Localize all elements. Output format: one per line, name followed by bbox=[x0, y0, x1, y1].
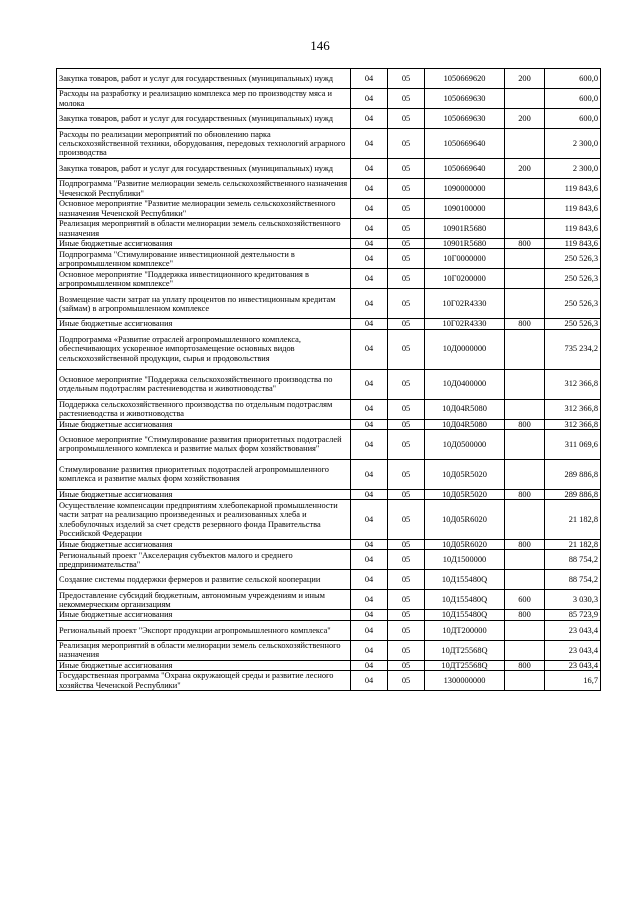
row-subsection-cell: 05 bbox=[388, 89, 425, 109]
row-code-cell: 1090100000 bbox=[425, 199, 505, 219]
table-row bbox=[57, 550, 601, 570]
row-name-cell: Предоставление субсидий бюджетным, автономным учреждениям и иным некоммерческим организациям bbox=[57, 590, 351, 610]
row-subsection-cell: 05 bbox=[388, 620, 425, 640]
row-section-cell: 04 bbox=[351, 671, 388, 691]
row-subsection-cell: 05 bbox=[388, 640, 425, 660]
row-section-cell: 04 bbox=[351, 109, 388, 129]
row-expense-type-cell: 200 bbox=[505, 109, 545, 129]
row-expense-type-cell: 800 bbox=[505, 610, 545, 620]
row-name-cell: Региональный проект "Акселерация субъектов малого и среднего предпринимательства" bbox=[57, 550, 351, 570]
row-amount-cell: 250 526,3 bbox=[545, 289, 601, 319]
table-row bbox=[57, 129, 601, 159]
row-subsection-cell: 05 bbox=[388, 550, 425, 570]
row-section-cell: 04 bbox=[351, 429, 388, 459]
row-name-cell: Подпрограмма «Развитие отраслей агропромышленного комплекса, обеспечивающих ускоренное импортозамещение основных видов сельскохозяйственной продукции, сырья и продовольствия bbox=[57, 329, 351, 369]
table-row bbox=[57, 109, 601, 129]
row-section-cell: 04 bbox=[351, 319, 388, 329]
row-expense-type-cell bbox=[505, 550, 545, 570]
row-expense-type-cell: 800 bbox=[505, 540, 545, 550]
row-subsection-cell: 05 bbox=[388, 289, 425, 319]
row-amount-cell: 600,0 bbox=[545, 89, 601, 109]
budget-table bbox=[56, 68, 601, 691]
table-row bbox=[57, 459, 601, 489]
row-code-cell: 10ДТ25568Q bbox=[425, 660, 505, 670]
row-amount-cell: 23 043,4 bbox=[545, 620, 601, 640]
row-code-cell: 10Д05R6020 bbox=[425, 500, 505, 540]
row-expense-type-cell: 600 bbox=[505, 590, 545, 610]
budget-table-body bbox=[57, 69, 601, 691]
row-code-cell: 10Г02R4330 bbox=[425, 319, 505, 329]
row-code-cell: 1050669630 bbox=[425, 109, 505, 129]
row-name-cell: Иные бюджетные ассигнования bbox=[57, 319, 351, 329]
row-amount-cell: 250 526,3 bbox=[545, 269, 601, 289]
row-amount-cell: 16,7 bbox=[545, 671, 601, 691]
page-number: 146 bbox=[310, 38, 330, 53]
row-code-cell: 10ДТ25568Q bbox=[425, 640, 505, 660]
row-expense-type-cell bbox=[505, 329, 545, 369]
row-section-cell: 04 bbox=[351, 459, 388, 489]
row-code-cell: 1300000000 bbox=[425, 671, 505, 691]
row-amount-cell: 119 843,6 bbox=[545, 219, 601, 239]
row-expense-type-cell bbox=[505, 199, 545, 219]
row-expense-type-cell bbox=[505, 429, 545, 459]
row-subsection-cell: 05 bbox=[388, 610, 425, 620]
row-expense-type-cell bbox=[505, 570, 545, 590]
row-code-cell: 10Д1500000 bbox=[425, 550, 505, 570]
row-amount-cell: 88 754,2 bbox=[545, 570, 601, 590]
row-subsection-cell: 05 bbox=[388, 159, 425, 179]
row-section-cell: 04 bbox=[351, 640, 388, 660]
row-expense-type-cell bbox=[505, 640, 545, 660]
row-section-cell: 04 bbox=[351, 249, 388, 269]
row-subsection-cell: 05 bbox=[388, 109, 425, 129]
row-subsection-cell: 05 bbox=[388, 179, 425, 199]
row-code-cell: 1050669620 bbox=[425, 69, 505, 89]
row-code-cell: 10901R5680 bbox=[425, 239, 505, 249]
row-subsection-cell: 05 bbox=[388, 660, 425, 670]
row-subsection-cell: 05 bbox=[388, 219, 425, 239]
row-expense-type-cell bbox=[505, 179, 545, 199]
row-expense-type-cell: 800 bbox=[505, 419, 545, 429]
row-code-cell: 1050669630 bbox=[425, 89, 505, 109]
row-code-cell: 1050669640 bbox=[425, 129, 505, 159]
row-section-cell: 04 bbox=[351, 129, 388, 159]
row-code-cell: 1090000000 bbox=[425, 179, 505, 199]
row-name-cell: Основное мероприятие "Стимулирование развития приоритетных подотраслей агропромышленного комплекса и развитие малых форм хозяйствования" bbox=[57, 429, 351, 459]
row-name-cell: Стимулирование развития приоритетных подотраслей агропромышленного комплекса и развитие малых форм хозяйствования bbox=[57, 459, 351, 489]
table-row bbox=[57, 419, 601, 429]
row-section-cell: 04 bbox=[351, 590, 388, 610]
row-name-cell: Закупка товаров, работ и услуг для государственных (муниципальных) нужд bbox=[57, 109, 351, 129]
row-expense-type-cell bbox=[505, 399, 545, 419]
row-code-cell: 10901R5680 bbox=[425, 219, 505, 239]
row-section-cell: 04 bbox=[351, 419, 388, 429]
row-name-cell: Расходы по реализации мероприятий по обновлению парка сельскохозяйственной техники, оборудования, передовых технологий аграрного производства bbox=[57, 129, 351, 159]
row-subsection-cell: 05 bbox=[388, 399, 425, 419]
row-code-cell: 10Д05R5020 bbox=[425, 459, 505, 489]
row-subsection-cell: 05 bbox=[388, 459, 425, 489]
table-row bbox=[57, 159, 601, 179]
table-row bbox=[57, 610, 601, 620]
row-section-cell: 04 bbox=[351, 369, 388, 399]
row-name-cell: Поддержка сельскохозяйственного производства по отдельным подотраслям растениеводства и животноводства bbox=[57, 399, 351, 419]
row-section-cell: 04 bbox=[351, 329, 388, 369]
row-name-cell: Иные бюджетные ассигнования bbox=[57, 489, 351, 499]
row-amount-cell: 85 723,9 bbox=[545, 610, 601, 620]
table-row bbox=[57, 500, 601, 540]
row-amount-cell: 600,0 bbox=[545, 69, 601, 89]
row-subsection-cell: 05 bbox=[388, 369, 425, 399]
row-code-cell: 10Д155480Q bbox=[425, 570, 505, 590]
row-subsection-cell: 05 bbox=[388, 129, 425, 159]
table-row bbox=[57, 199, 601, 219]
row-subsection-cell: 05 bbox=[388, 489, 425, 499]
row-section-cell: 04 bbox=[351, 620, 388, 640]
row-name-cell: Основное мероприятие "Развитие мелиорации земель сельскохозяйственного назначения Чеченской Республики" bbox=[57, 199, 351, 219]
table-row bbox=[57, 239, 601, 249]
table-row bbox=[57, 570, 601, 590]
row-amount-cell: 600,0 bbox=[545, 109, 601, 129]
row-amount-cell: 312 366,8 bbox=[545, 399, 601, 419]
row-amount-cell: 119 843,6 bbox=[545, 239, 601, 249]
row-expense-type-cell bbox=[505, 289, 545, 319]
table-row bbox=[57, 620, 601, 640]
row-section-cell: 04 bbox=[351, 570, 388, 590]
row-amount-cell: 23 043,4 bbox=[545, 640, 601, 660]
row-subsection-cell: 05 bbox=[388, 500, 425, 540]
table-row bbox=[57, 249, 601, 269]
row-expense-type-cell: 800 bbox=[505, 319, 545, 329]
row-subsection-cell: 05 bbox=[388, 570, 425, 590]
row-amount-cell: 2 300,0 bbox=[545, 129, 601, 159]
row-subsection-cell: 05 bbox=[388, 590, 425, 610]
row-amount-cell: 289 886,8 bbox=[545, 489, 601, 499]
row-amount-cell: 119 843,6 bbox=[545, 199, 601, 219]
row-expense-type-cell bbox=[505, 671, 545, 691]
row-amount-cell: 2 300,0 bbox=[545, 159, 601, 179]
row-name-cell: Осуществление компенсации предприятиям хлебопекарной промышленности части затрат на реализацию произведенных и реализованных хлеба и хлебобулочных изделий за счет средств резервного фонда Правительства Российской Федерации bbox=[57, 500, 351, 540]
row-amount-cell: 311 069,6 bbox=[545, 429, 601, 459]
row-amount-cell: 88 754,2 bbox=[545, 550, 601, 570]
row-expense-type-cell: 800 bbox=[505, 239, 545, 249]
row-code-cell: 10Д04R5080 bbox=[425, 399, 505, 419]
row-code-cell: 10Г0200000 bbox=[425, 269, 505, 289]
row-section-cell: 04 bbox=[351, 489, 388, 499]
row-amount-cell: 21 182,8 bbox=[545, 540, 601, 550]
row-code-cell: 10Д05R5020 bbox=[425, 489, 505, 499]
row-section-cell: 04 bbox=[351, 269, 388, 289]
row-subsection-cell: 05 bbox=[388, 671, 425, 691]
row-expense-type-cell bbox=[505, 500, 545, 540]
row-expense-type-cell bbox=[505, 219, 545, 239]
row-section-cell: 04 bbox=[351, 199, 388, 219]
row-amount-cell: 3 030,3 bbox=[545, 590, 601, 610]
row-code-cell: 10Д155480Q bbox=[425, 590, 505, 610]
row-name-cell: Подпрограмма "Развитие мелиорации земель сельскохозяйственного назначения Чеченской Республики" bbox=[57, 179, 351, 199]
row-subsection-cell: 05 bbox=[388, 319, 425, 329]
row-expense-type-cell bbox=[505, 249, 545, 269]
table-row bbox=[57, 671, 601, 691]
row-code-cell: 1050669640 bbox=[425, 159, 505, 179]
row-subsection-cell: 05 bbox=[388, 249, 425, 269]
row-code-cell: 10Д0500000 bbox=[425, 429, 505, 459]
row-expense-type-cell bbox=[505, 620, 545, 640]
row-name-cell: Иные бюджетные ассигнования bbox=[57, 610, 351, 620]
row-section-cell: 04 bbox=[351, 219, 388, 239]
table-row bbox=[57, 540, 601, 550]
row-subsection-cell: 05 bbox=[388, 239, 425, 249]
row-name-cell: Закупка товаров, работ и услуг для государственных (муниципальных) нужд bbox=[57, 159, 351, 179]
row-name-cell: Возмещение части затрат на уплату процентов по инвестиционным кредитам (займам) в агропромышленном комплексе bbox=[57, 289, 351, 319]
row-subsection-cell: 05 bbox=[388, 69, 425, 89]
row-expense-type-cell: 800 bbox=[505, 660, 545, 670]
row-subsection-cell: 05 bbox=[388, 269, 425, 289]
table-row bbox=[57, 89, 601, 109]
row-code-cell: 10Д0400000 bbox=[425, 369, 505, 399]
table-row bbox=[57, 489, 601, 499]
row-code-cell: 10ДТ200000 bbox=[425, 620, 505, 640]
row-subsection-cell: 05 bbox=[388, 429, 425, 459]
row-code-cell: 10Д05R6020 bbox=[425, 540, 505, 550]
row-section-cell: 04 bbox=[351, 69, 388, 89]
row-subsection-cell: 05 bbox=[388, 329, 425, 369]
row-section-cell: 04 bbox=[351, 239, 388, 249]
table-row bbox=[57, 179, 601, 199]
row-name-cell: Государственная программа "Охрана окружающей среды и развитие лесного хозяйства Чеченской Республики" bbox=[57, 671, 351, 691]
row-expense-type-cell bbox=[505, 129, 545, 159]
row-name-cell: Иные бюджетные ассигнования bbox=[57, 419, 351, 429]
row-name-cell: Реализация мероприятий в области мелиорации земель сельскохозяйственного назначения bbox=[57, 219, 351, 239]
row-section-cell: 04 bbox=[351, 289, 388, 319]
row-section-cell: 04 bbox=[351, 610, 388, 620]
row-name-cell: Реализация мероприятий в области мелиорации земель сельскохозяйственного назначения bbox=[57, 640, 351, 660]
row-code-cell: 10Д155480Q bbox=[425, 610, 505, 620]
row-name-cell: Расходы на разработку и реализацию комплекса мер по производству мяса и молока bbox=[57, 89, 351, 109]
row-amount-cell: 735 234,2 bbox=[545, 329, 601, 369]
row-section-cell: 04 bbox=[351, 89, 388, 109]
row-amount-cell: 289 886,8 bbox=[545, 459, 601, 489]
table-row bbox=[57, 640, 601, 660]
row-amount-cell: 250 526,3 bbox=[545, 319, 601, 329]
row-name-cell: Иные бюджетные ассигнования bbox=[57, 239, 351, 249]
row-amount-cell: 23 043,4 bbox=[545, 660, 601, 670]
row-amount-cell: 250 526,3 bbox=[545, 249, 601, 269]
row-name-cell: Закупка товаров, работ и услуг для государственных (муниципальных) нужд bbox=[57, 69, 351, 89]
table-row bbox=[57, 219, 601, 239]
row-section-cell: 04 bbox=[351, 660, 388, 670]
row-amount-cell: 312 366,8 bbox=[545, 419, 601, 429]
table-row bbox=[57, 289, 601, 319]
row-name-cell: Иные бюджетные ассигнования bbox=[57, 540, 351, 550]
row-expense-type-cell bbox=[505, 369, 545, 399]
row-subsection-cell: 05 bbox=[388, 540, 425, 550]
table-row bbox=[57, 319, 601, 329]
row-code-cell: 10Г0000000 bbox=[425, 249, 505, 269]
row-expense-type-cell: 800 bbox=[505, 489, 545, 499]
table-row bbox=[57, 269, 601, 289]
row-code-cell: 10Д0000000 bbox=[425, 329, 505, 369]
row-section-cell: 04 bbox=[351, 500, 388, 540]
table-row bbox=[57, 329, 601, 369]
row-expense-type-cell bbox=[505, 459, 545, 489]
row-code-cell: 10Г02R4330 bbox=[425, 289, 505, 319]
row-code-cell: 10Д04R5080 bbox=[425, 419, 505, 429]
row-expense-type-cell bbox=[505, 89, 545, 109]
row-expense-type-cell: 200 bbox=[505, 69, 545, 89]
row-name-cell: Основное мероприятие "Поддержка сельскохозяйственного производства по отдельным подотраслям растениеводства и животноводства" bbox=[57, 369, 351, 399]
row-section-cell: 04 bbox=[351, 399, 388, 419]
row-subsection-cell: 05 bbox=[388, 419, 425, 429]
row-section-cell: 04 bbox=[351, 179, 388, 199]
table-row bbox=[57, 399, 601, 419]
row-name-cell: Создание системы поддержки фермеров и развитие сельской кооперации bbox=[57, 570, 351, 590]
row-section-cell: 04 bbox=[351, 159, 388, 179]
row-subsection-cell: 05 bbox=[388, 199, 425, 219]
table-row bbox=[57, 369, 601, 399]
row-section-cell: 04 bbox=[351, 540, 388, 550]
table-row bbox=[57, 69, 601, 89]
row-name-cell: Иные бюджетные ассигнования bbox=[57, 660, 351, 670]
row-amount-cell: 119 843,6 bbox=[545, 179, 601, 199]
table-row bbox=[57, 590, 601, 610]
row-name-cell: Основное мероприятие "Поддержка инвестиционного кредитования в агропромышленном комплексе" bbox=[57, 269, 351, 289]
row-amount-cell: 312 366,8 bbox=[545, 369, 601, 399]
row-name-cell: Подпрограмма "Стимулирование инвестиционной деятельности в агропромышленном комплексе" bbox=[57, 249, 351, 269]
row-expense-type-cell: 200 bbox=[505, 159, 545, 179]
row-name-cell: Региональный проект "Экспорт продукции агропромышленного комплекса" bbox=[57, 620, 351, 640]
table-row bbox=[57, 429, 601, 459]
row-amount-cell: 21 182,8 bbox=[545, 500, 601, 540]
table-row bbox=[57, 660, 601, 670]
row-expense-type-cell bbox=[505, 269, 545, 289]
row-section-cell: 04 bbox=[351, 550, 388, 570]
